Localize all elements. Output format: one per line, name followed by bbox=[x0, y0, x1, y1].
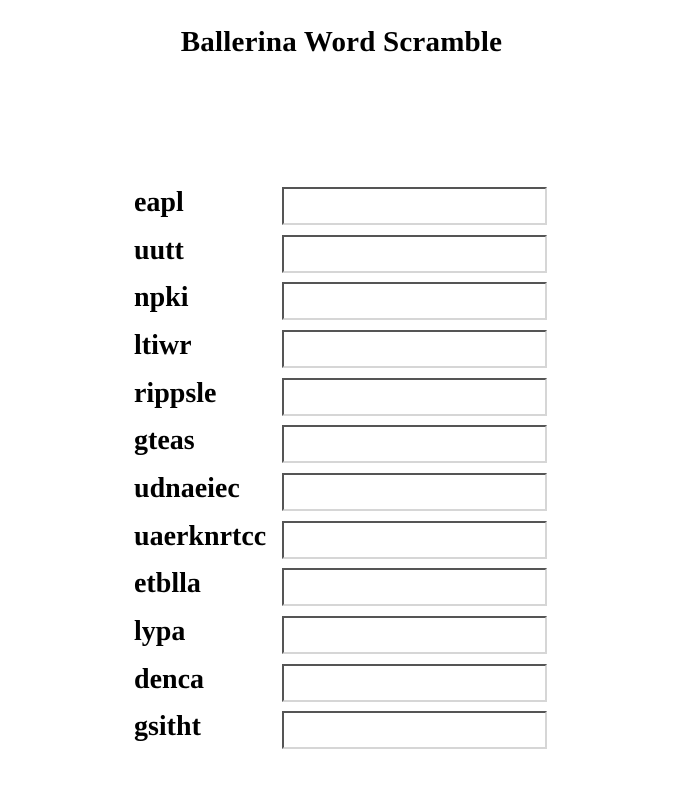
scrambled-word: gsitht bbox=[134, 711, 201, 743]
word-row bbox=[134, 182, 547, 230]
answer-input[interactable] bbox=[282, 473, 547, 511]
answer-input[interactable] bbox=[282, 282, 547, 320]
answer-input[interactable] bbox=[282, 664, 547, 702]
answer-input[interactable] bbox=[282, 568, 547, 606]
word-row bbox=[134, 516, 547, 564]
answer-input[interactable] bbox=[282, 616, 547, 654]
word-row bbox=[134, 325, 547, 373]
word-row bbox=[134, 564, 547, 612]
scrambled-word: npki bbox=[134, 282, 189, 314]
word-row bbox=[134, 230, 547, 278]
answer-input[interactable] bbox=[282, 378, 547, 416]
word-row bbox=[134, 659, 547, 707]
answer-input[interactable] bbox=[282, 425, 547, 463]
scrambled-word: uaerknrtcc bbox=[134, 520, 267, 552]
page-title: Ballerina Word Scramble bbox=[180, 26, 503, 58]
scrambled-word: etblla bbox=[134, 568, 201, 600]
answer-input[interactable] bbox=[282, 235, 547, 273]
answer-input[interactable] bbox=[282, 187, 547, 225]
word-row bbox=[134, 611, 547, 659]
answer-input[interactable] bbox=[282, 711, 547, 749]
answer-input[interactable] bbox=[282, 330, 547, 368]
scrambled-word: denca bbox=[134, 663, 204, 695]
word-row bbox=[134, 707, 547, 755]
scrambled-word: uutt bbox=[134, 234, 184, 266]
word-row bbox=[134, 468, 547, 516]
word-row bbox=[134, 373, 547, 421]
word-row bbox=[134, 277, 547, 325]
answer-input[interactable] bbox=[282, 521, 547, 559]
scrambled-word: ltiwr bbox=[134, 329, 192, 361]
word-list bbox=[134, 182, 547, 754]
word-row bbox=[134, 420, 547, 468]
scrambled-word: gteas bbox=[134, 425, 195, 457]
scrambled-word: lypa bbox=[134, 616, 186, 648]
scrambled-word: eapl bbox=[134, 186, 184, 218]
scrambled-word: rippsle bbox=[134, 377, 217, 409]
scrambled-word: udnaeiec bbox=[134, 472, 240, 504]
